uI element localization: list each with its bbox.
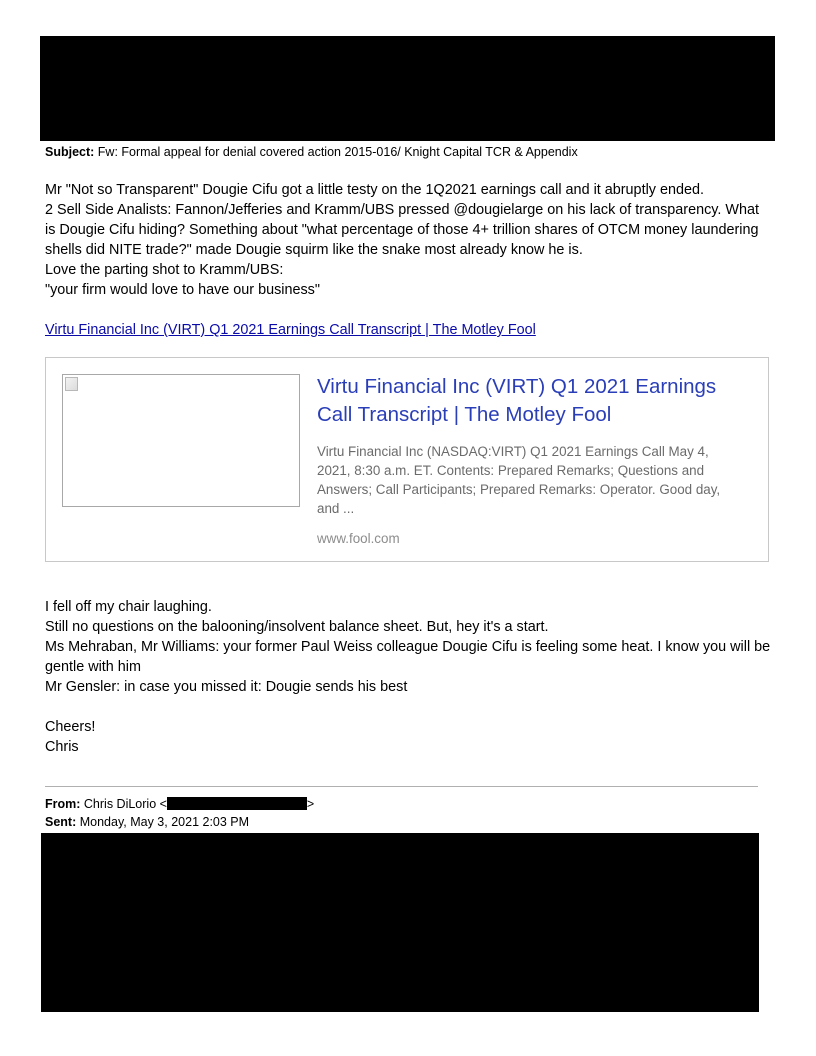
signoff-line: Cheers! <box>45 719 96 735</box>
message-paragraph-1 <box>45 180 773 300</box>
preview-title[interactable]: Virtu Financial Inc (VIRT) Q1 2021 Earnings Call Transcript | The Motley Fool <box>317 375 717 426</box>
message-paragraph-2 <box>45 597 773 697</box>
preview-description: Virtu Financial Inc (NASDAQ:VIRT) Q1 2021 Earnings Call May 4, 2021, 8:30 a.m. ET. Contents: Prepared Remarks; Questions and Answers; Call Participants; Prepared Remarks: Operator. Good day, and ... <box>317 444 721 516</box>
signoff <box>45 717 773 757</box>
body-line: Love the parting shot to Kramm/UBS: <box>45 262 284 278</box>
sent-value: Monday, May 3, 2021 2:03 PM <box>79 815 250 829</box>
signoff-line: Chris <box>45 739 79 755</box>
body-line: Mr Gensler: in case you missed it: Dougie sends his best <box>45 679 408 695</box>
sent-label: Sent: <box>45 815 77 829</box>
body-line: 2 Sell Side Analists: Fannon/Jefferies and Kramm/UBS pressed @dougielarge on his lack of transparency. What is Dougie Cifu hiding? Something about "what percentage of those 4+ trillion shares of OTCM money laundering shells did NITE trade?" made Dougie squirm like the snake most already know he is. <box>45 202 759 258</box>
redaction-block-bottom <box>41 833 759 1012</box>
redaction-block-top <box>40 36 775 141</box>
article-link[interactable]: Virtu Financial Inc (VIRT) Q1 2021 Earnings Call Transcript | The Motley Fool <box>45 322 536 338</box>
broken-image-icon <box>65 377 78 391</box>
from-line <box>45 796 314 812</box>
body-line: Still no questions on the balooning/insolvent balance sheet. But, hey it's a start. <box>45 619 549 635</box>
subject-value: Fw: Formal appeal for denial covered action 2015-016/ Knight Capital TCR & Appendix <box>97 145 578 159</box>
body-line: Mr "Not so Transparent" Dougie Cifu got a little testy on the 1Q2021 earnings call and it abruptly ended. <box>45 182 704 198</box>
redacted-email <box>167 797 307 810</box>
body-line: I fell off my chair laughing. <box>45 599 212 615</box>
preview-domain: www.fool.com <box>317 531 400 546</box>
from-label: From: <box>45 797 81 811</box>
preview-image <box>62 374 300 507</box>
body-line: Ms Mehraban, Mr Williams: your former Paul Weiss colleague Dougie Cifu is feeling some heat. I know you will be gentle with him <box>45 639 771 675</box>
from-name: Chris DiLorio < <box>83 797 167 811</box>
article-link-line <box>45 320 773 340</box>
sent-line <box>45 814 249 830</box>
body-line: "your firm would love to have our business" <box>45 282 320 298</box>
link-preview-card[interactable] <box>45 357 769 562</box>
subject-label: Subject: <box>45 145 95 159</box>
divider <box>45 786 758 787</box>
subject-line <box>45 144 578 160</box>
from-close: > <box>306 797 315 811</box>
